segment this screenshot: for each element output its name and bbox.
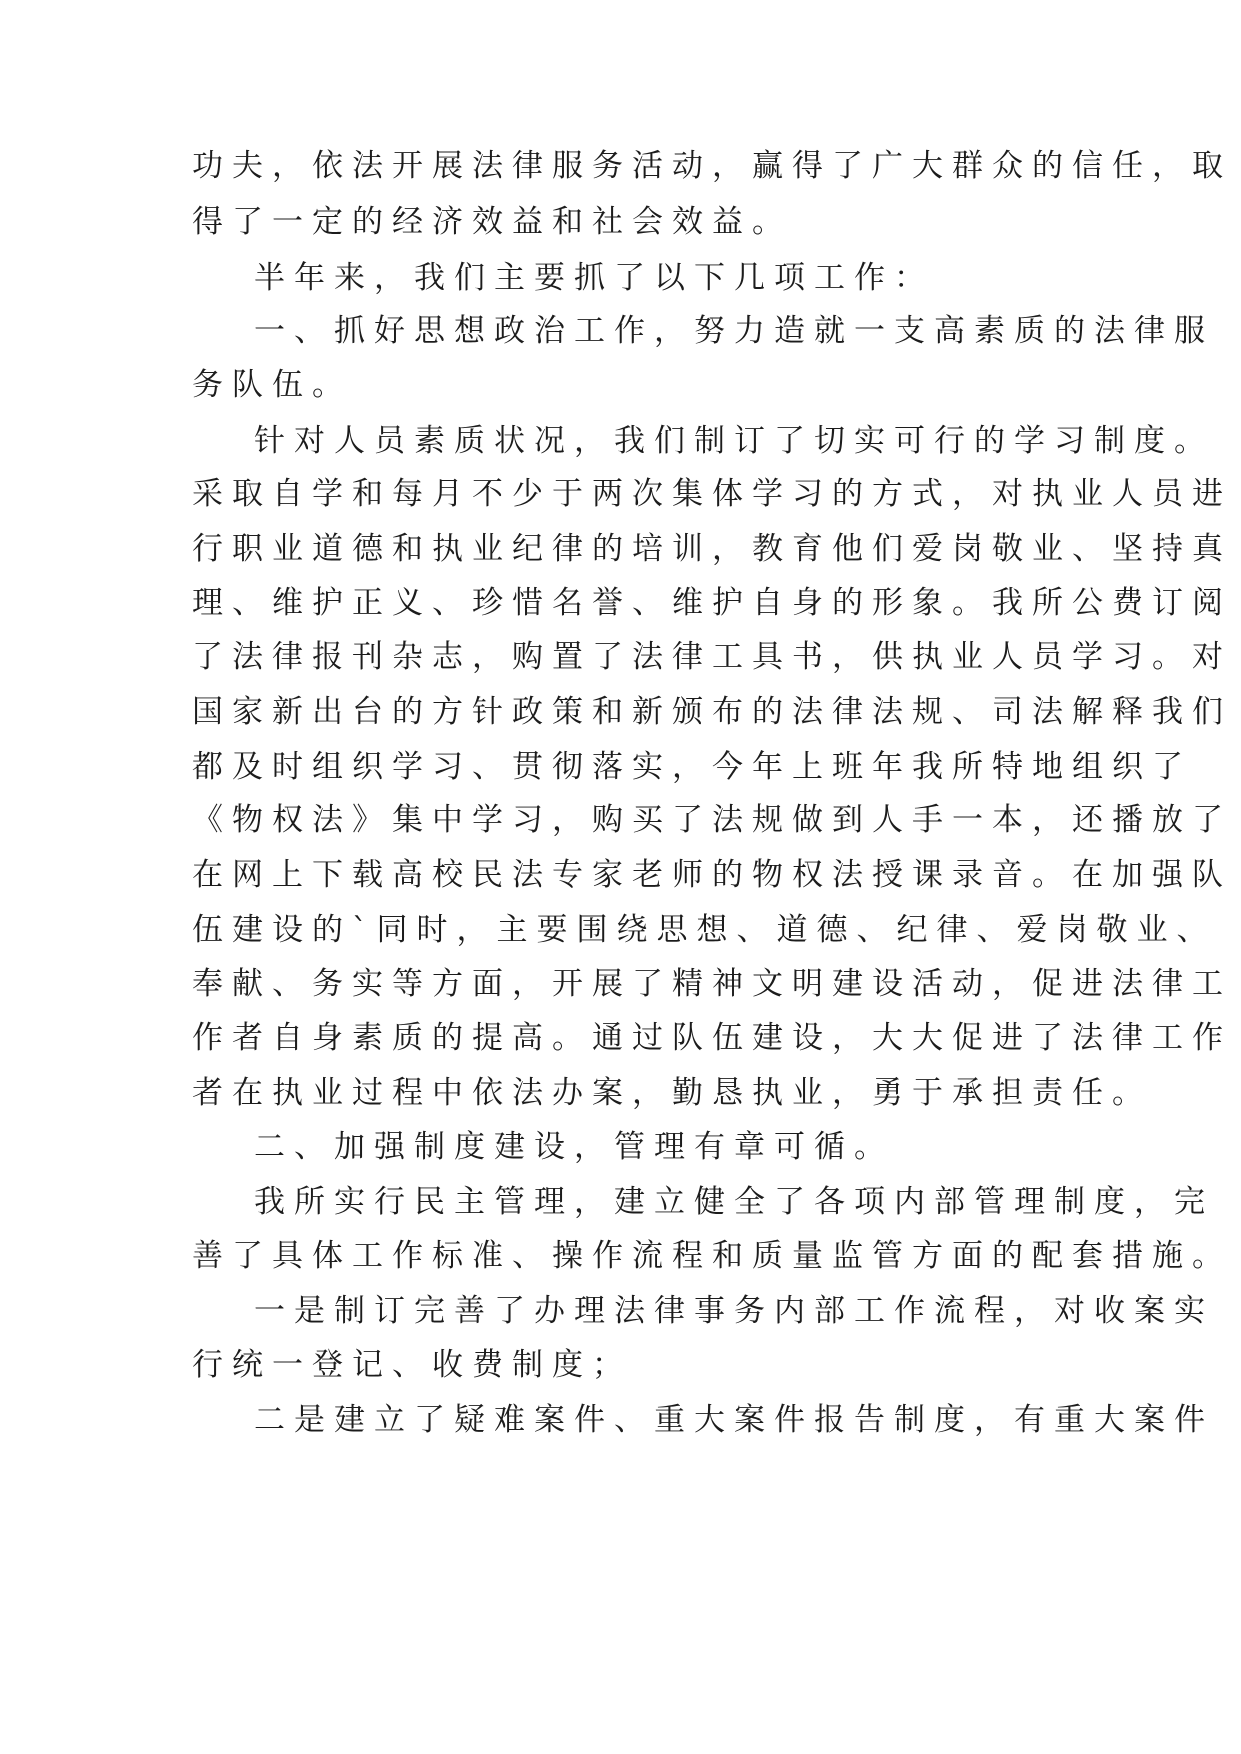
text-line: 作者自身素质的提高。通过队伍建设，大大促进了法律工作 [192,1020,1232,1056]
text-line: 二、加强制度建设，管理有章可循。 [254,1129,894,1165]
text-line: 行统一登记、收费制度； [192,1347,632,1383]
text-line: 二是建立了疑难案件、重大案件报告制度，有重大案件 [254,1402,1214,1438]
text-line: 功夫，依法开展法律服务活动，赢得了广大群众的信任，取 [192,148,1232,184]
text-line: 我所实行民主管理，建立健全了各项内部管理制度，完 [254,1184,1214,1220]
text-line: 半年来，我们主要抓了以下几项工作： [254,260,934,296]
text-line: 《物权法》集中学习，购买了法规做到人手一本，还播放了 [192,802,1232,838]
text-line: 国家新出台的方针政策和新颁布的法律法规、司法解释我们 [192,694,1232,730]
text-line: 一是制订完善了办理法律事务内部工作流程，对收案实 [254,1293,1214,1329]
text-line: 善了具体工作标准、操作流程和质量监管方面的配套措施。 [192,1238,1232,1274]
text-line: 者在执业过程中依法办案，勤恳执业，勇于承担责任。 [192,1075,1152,1111]
text-line: 务队伍。 [192,367,352,403]
text-line: 在网上下载高校民法专家老师的物权法授课录音。在加强队 [192,857,1232,893]
text-line: 一、抓好思想政治工作，努力造就一支高素质的法律服 [254,313,1214,349]
text-line: 采取自学和每月不少于两次集体学习的方式，对执业人员进 [192,476,1232,512]
text-line: 针对人员素质状况，我们制订了切实可行的学习制度。 [254,423,1214,459]
text-line: 伍建设的`同时，主要围绕思想、道德、纪律、爱岗敬业、 [192,912,1217,948]
text-line: 得了一定的经济效益和社会效益。 [192,204,792,240]
text-line: 行职业道德和执业纪律的培训，教育他们爱岗敬业、坚持真 [192,531,1232,567]
text-line: 奉献、务实等方面，开展了精神文明建设活动，促进法律工 [192,966,1232,1002]
text-line: 了法律报刊杂志，购置了法律工具书，供执业人员学习。对 [192,639,1232,675]
text-line: 都及时组织学习、贯彻落实，今年上班年我所特地组织了 [192,749,1192,785]
text-line: 理、维护正义、珍惜名誉、维护自身的形象。我所公费订阅 [192,585,1232,621]
